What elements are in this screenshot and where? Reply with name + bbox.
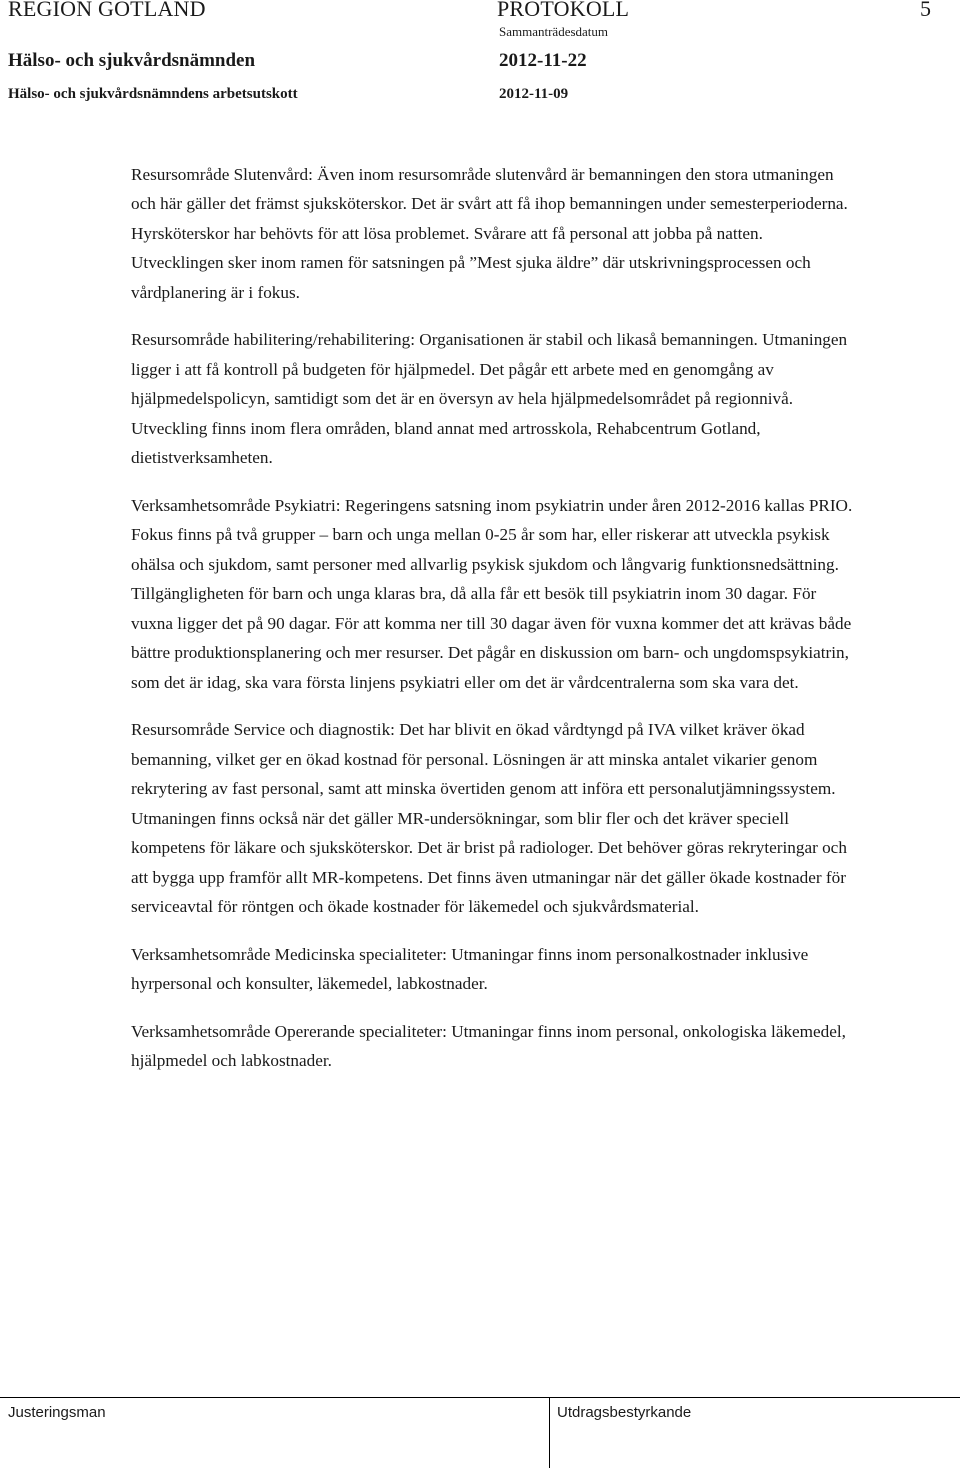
footer-divider: [549, 1398, 550, 1468]
committee-meeting-date: 2012-11-09: [499, 86, 569, 102]
paragraph-opererande-specialiteter: Verksamhetsområde Opererande specialiteter: Utmaningar finns inom personal, onkologiska läkemedel, hjälpmedel och labkostnader.: [131, 1021, 846, 1071]
organization-name: REGION GOTLAND: [8, 0, 206, 21]
paragraph-psykiatri: Verksamhetsområde Psykiatri: Regeringens satsning inom psykiatrin under åren 2012-2016 kallas PRIO. Fokus finns på två grupper – barn och unga mellan 0-25 år som har, eller riskerar att utveckla psykisk ohälsa och sjukdom, samt personer med allvarlig psykisk sjukdom och långvarig funktionsnedsättning. Tillgängligheten för barn och unga klaras bra, då alla får ett besök till psykiatrin inom 30 dagar. För vuxna ligger det på 90 dagar. För att komma ner till 30 dagar även för vuxna kommer det att krävas både bättre produktionsplanering och mer resurser. Det pågår en diskussion om barn- och ungdomspsykiatrin, som det är idag, ska vara första linjens psykiatri eller om det är vårdcentralerna som ska vara det.: [131, 495, 853, 692]
meeting-date-label: Sammanträdesdatum: [499, 24, 609, 39]
utdragsbestyrkande-label: Utdragsbestyrkande: [557, 1404, 692, 1421]
document-type: PROTOKOLL: [497, 0, 630, 21]
paragraph-medicinska-specialiteter: Verksamhetsområde Medicinska specialiteter: Utmaningar finns inom personalkostnader inklusive hyrpersonal och konsulter, läkemedel, labkostnader.: [131, 944, 809, 994]
committee-name: Hälso- och sjukvårdsnämndens arbetsutskott: [8, 86, 298, 102]
board-name: Hälso- och sjukvårdsnämnden: [8, 50, 256, 71]
paragraph-slutenvard: Resursområde Slutenvård: Även inom resursområde slutenvård är bemanningen den stora utmaningen och här gäller det främst sjuksköterskor. Det är svårt att få ihop bemanningen under semesterperioderna. Hyrsköterskor har behövts för att lösa problemet. Svårare att få personal att jobba på natten. Utvecklingen sker inom ramen för satsningen på ”Mest sjuka äldre” där utskrivningsprocessen och vårdplanering är i fokus.: [131, 165, 848, 302]
justeringsman-label: Justeringsman: [8, 1404, 106, 1421]
page-number: 5: [920, 0, 931, 21]
paragraph-habilitering: Resursområde habilitering/rehabilitering: Organisationen är stabil och likaså bemanningen. Utmaningen ligger i att få kontroll på budgeten för hjälpmedel. Det pågår ett arbete med en genomgång av hjälpmedelspolicyn, samtidigt som det är en översyn av hela hjälpmedelsområdet på regionnivå. Utveckling finns inom flera områden, bland annat med artrosskola, Rehabcentrum Gotland, dietistverksamheten.: [131, 330, 848, 468]
signature-footer: [0, 1397, 960, 1468]
paragraph-service-diagnostik: Resursområde Service och diagnostik: Det har blivit en ökad vårdtyngd på IVA vilket kräver ökad bemanning, vilket ger en ökad kostnad för personal. Lösningen är att minska antalet vikarier genom rekrytering av fast personal, samt att minska övertiden genom att införa ett personalutjämningssystem. Utmaningen finns också när det gäller MR-undersökningar, som blir fler och det kräver speciell kompetens för läkare och sjuksköterskor. Det är brist på radiologer. Det behöver göras rekryteringar och att bygga upp framför allt MR-kompetens. Det finns även utmaningar när det gäller ökade kostnader för serviceavtal för röntgen och ökade kostnader för läkemedel och sjukvårdsmaterial.: [131, 720, 847, 917]
document-body: [131, 160, 856, 1094]
board-meeting-date: 2012-11-22: [499, 50, 587, 71]
